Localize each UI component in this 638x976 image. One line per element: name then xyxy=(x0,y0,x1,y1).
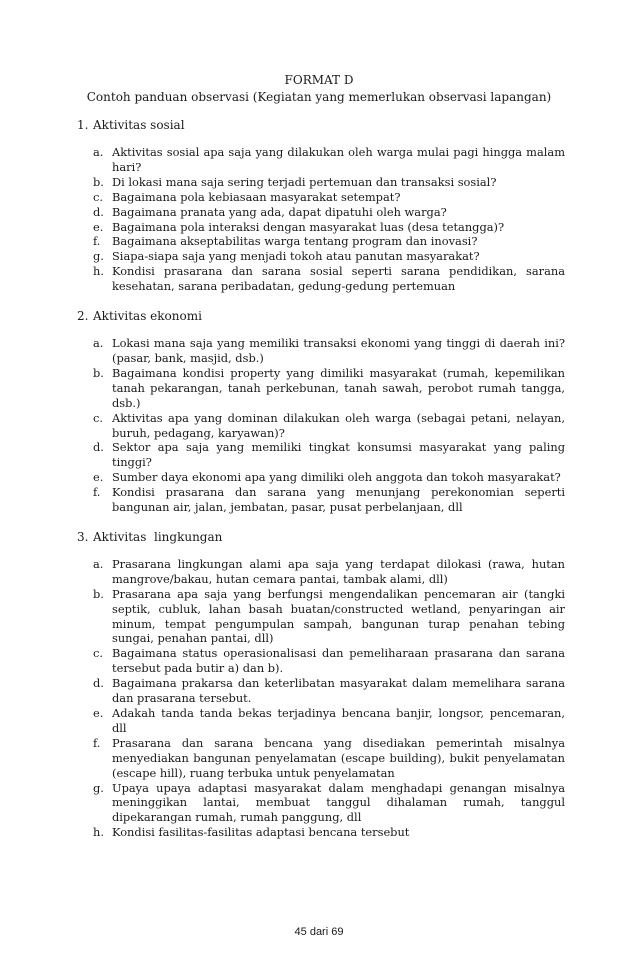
item-letter: c. xyxy=(93,410,104,425)
list-item xyxy=(93,175,565,190)
item-letter: d. xyxy=(93,676,104,691)
list-item xyxy=(93,411,565,441)
item-letter: e. xyxy=(93,470,104,485)
section-title: Aktivitas lingkungan xyxy=(93,529,223,544)
item-letter: h. xyxy=(93,825,104,840)
section-environment xyxy=(77,529,565,840)
section-social xyxy=(77,117,565,294)
list-item xyxy=(93,781,565,826)
list-item xyxy=(93,440,565,470)
section-title: Aktivitas sosial xyxy=(93,118,185,132)
item-letter: b. xyxy=(93,365,104,380)
list-item xyxy=(93,234,565,249)
item-letter: f. xyxy=(93,485,101,500)
item-letter: c. xyxy=(93,646,104,661)
list-item xyxy=(93,249,565,264)
item-letter: e. xyxy=(93,706,104,720)
item-text: Lokasi mana saja yang memiliki transaksi ekonomi yang tinggi di daerah ini? (pasar, bank, masjid, dsb.) xyxy=(112,336,565,365)
list-item xyxy=(93,205,565,220)
item-text: Kondisi fasilitas-fasilitas adaptasi bencana tersebut xyxy=(112,825,410,840)
item-letter: c. xyxy=(93,189,104,204)
list-item xyxy=(93,470,565,485)
list-item xyxy=(93,485,565,515)
item-text: Aktivitas apa yang dominan dilakukan oleh warga (sebagai petani, nelayan, buruh, pedagang, karyawan)? xyxy=(112,410,565,440)
list-item xyxy=(93,646,565,676)
section-economic xyxy=(77,308,565,515)
page-number: 45 dari 69 xyxy=(294,926,344,938)
section-title: Aktivitas ekonomi xyxy=(93,309,202,324)
item-letter: g. xyxy=(93,249,104,264)
item-letter: a. xyxy=(93,336,104,351)
item-text: Sektor apa saja yang memiliki tingkat konsumsi masyarakat yang paling tinggi? xyxy=(112,440,565,470)
section-heading xyxy=(77,529,565,545)
page-title: FORMAT D xyxy=(284,73,354,87)
item-text: Kondisi prasarana dan sarana sosial seperti sarana pendidikan, sarana kesehatan, sarana peribadatan, gedung-gedung pertemuan xyxy=(112,264,565,294)
list-item xyxy=(93,190,565,205)
list-item xyxy=(93,825,565,840)
item-text: Siapa-siapa saja yang menjadi tokoh atau panutan masyarakat? xyxy=(112,249,480,264)
item-text: Bagaimana pranata yang ada, dapat dipatuhi oleh warga? xyxy=(112,204,447,219)
page-subtitle: Contoh panduan observasi (Kegiatan yang memerlukan observasi lapangan) xyxy=(86,90,552,104)
item-text: Prasarana lingkungan alami apa saja yang terdapat dilokasi (rawa, hutan mangrove/bakau, hutan cemara pantai, tambak alami, dll) xyxy=(112,556,565,586)
item-letter: a. xyxy=(93,145,104,159)
section-heading xyxy=(77,308,565,324)
item-text: Prasarana dan sarana bencana yang disediakan pemerintah misalnya menyediakan bangunan penyelamatan (escape building), bukit penyelamatan (escape hill), ruang terbuka untuk penyelamatan xyxy=(112,735,565,780)
item-text: Bagaimana status operasionalisasi dan pemeliharaan prasarana dan sarana tersebut pada butir a) dan b). xyxy=(112,646,565,676)
list-item xyxy=(93,145,565,175)
item-text: Kondisi prasarana dan sarana yang menunjang perekonomian seperti bangunan air, jalan, jembatan, pasar, pusat perbelanjaan, dll xyxy=(112,485,565,515)
question-list xyxy=(93,145,565,294)
list-item xyxy=(93,587,565,647)
item-letter: f. xyxy=(93,234,101,249)
section-number: 2. xyxy=(77,309,89,324)
item-text: Di lokasi mana saja sering terjadi pertemuan dan transaksi sosial? xyxy=(112,174,497,189)
item-text: Adakah tanda tanda bekas terjadinya bencana banjir, longsor, pencemaran, dll xyxy=(112,706,565,735)
item-letter: a. xyxy=(93,556,104,571)
item-text: Bagaimana kondisi property yang dimiliki masyarakat (rumah, kepemilikan tanah pekarangan, tanah perkebunan, tanah sawah, perobot rumah tangga, dsb.) xyxy=(112,365,565,410)
item-text: Bagaimana pola interaksi dengan masyarakat luas (desa tetangga)? xyxy=(112,219,505,234)
item-text: Prasarana apa saja yang berfungsi mengendalikan pencemaran air (tangki septik, cubluk, lahan basah buatan/constructed wetland, penyaringan air minum, tempat pengumpulan sampah, bangunan turap penahan tebing sungai, penahan pantai, dll) xyxy=(112,586,565,646)
item-text: Bagaimana prakarsa dan keterlibatan masyarakat dalam memelihara sarana dan prasarana tersebut. xyxy=(112,676,565,706)
list-item xyxy=(93,706,565,736)
item-letter: g. xyxy=(93,780,104,795)
question-list xyxy=(93,557,565,840)
item-letter: b. xyxy=(93,174,104,189)
list-item xyxy=(93,220,565,235)
item-letter: d. xyxy=(93,204,104,219)
item-letter: e. xyxy=(93,219,104,234)
list-item xyxy=(93,336,565,366)
list-item xyxy=(93,264,565,294)
observation-guide xyxy=(77,117,565,854)
section-number: 1. xyxy=(77,118,89,132)
list-item xyxy=(93,676,565,706)
item-letter: d. xyxy=(93,440,104,455)
section-number: 3. xyxy=(77,529,89,544)
item-text: Bagaimana akseptabilitas warga tentang program dan inovasi? xyxy=(112,234,478,249)
list-item xyxy=(93,736,565,781)
item-text: Bagaimana pola kebiasaan masyarakat setempat? xyxy=(112,189,401,204)
item-letter: f. xyxy=(93,735,101,750)
item-text: Sumber daya ekonomi apa yang dimiliki oleh anggota dan tokoh masyarakat? xyxy=(112,470,561,485)
question-list xyxy=(93,336,565,515)
list-item xyxy=(93,557,565,587)
item-text: Upaya upaya adaptasi masyarakat dalam menghadapi genangan misalnya meninggikan lantai, membuat tanggul dihalaman rumah, tanggul dipekarangan rumah, rumah panggung, dll xyxy=(112,780,565,825)
list-item xyxy=(93,366,565,411)
item-letter: b. xyxy=(93,586,104,601)
item-letter: h. xyxy=(93,264,104,279)
item-text: Aktivitas sosial apa saja yang dilakukan oleh warga mulai pagi hingga malam hari? xyxy=(112,145,565,174)
section-heading xyxy=(77,117,565,133)
